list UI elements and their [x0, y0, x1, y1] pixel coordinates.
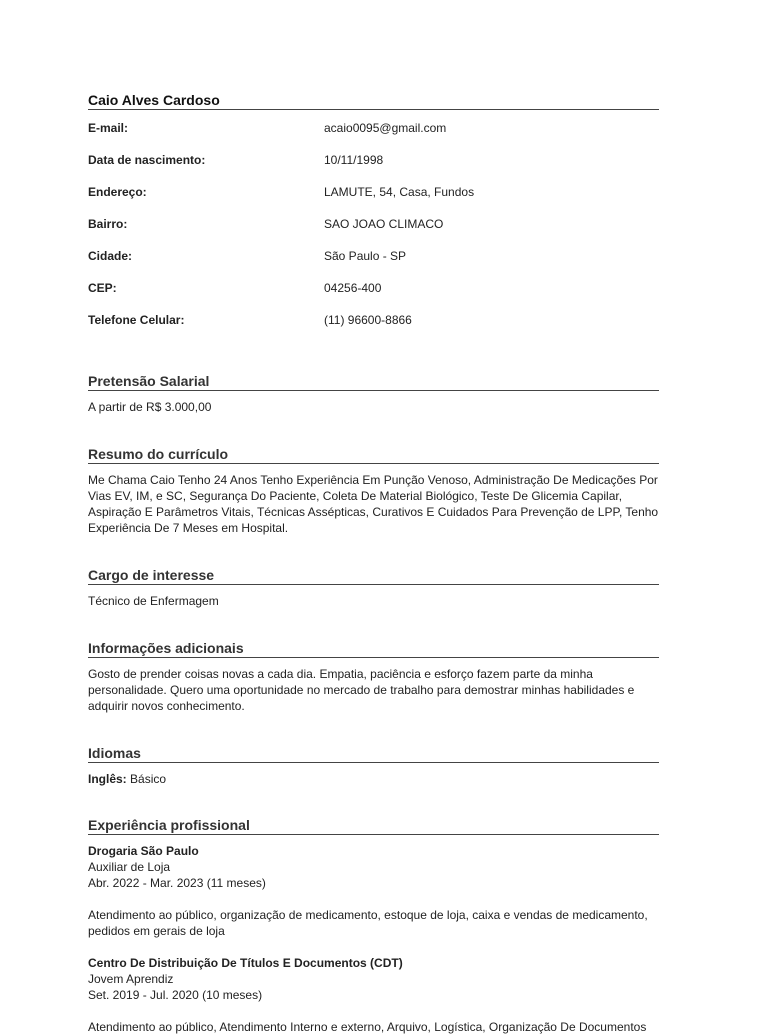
field-neighborhood [88, 216, 659, 248]
position-text: Técnico de Enfermagem [88, 594, 219, 608]
language-level: Básico [130, 772, 167, 786]
field-value: acaio0095@gmail.com [324, 121, 447, 135]
summary-text: Me Chama Caio Tenho 24 Anos Tenho Experiência Em Punção Venoso, Administração De Medicações Por Vias EV, IM, e SC, Segurança Do Paciente, Coleta De Material Biológico, Teste De Glicemia Capilar, Aspiração E Parâmetros Vitais, Técnicas Assépticas, Curativos E Cuidados Para Prevenção de LPP, Tenho Experiência De 7 Meses em Hospital. [88, 473, 659, 535]
field-value: 04256-400 [324, 281, 382, 295]
field-birthdate [88, 152, 659, 184]
candidate-name: Caio Alves Cardoso [88, 92, 659, 110]
personal-fields [88, 120, 659, 344]
position-section [88, 567, 659, 609]
field-value: SAO JOAO CLIMACO [324, 217, 444, 231]
section-title: Cargo de interesse [88, 567, 659, 585]
field-label: Bairro: [88, 217, 128, 231]
field-address [88, 184, 659, 216]
job-period: Abr. 2022 - Mar. 2023 (11 meses) [88, 876, 266, 890]
language-item [88, 771, 659, 787]
job-description: Atendimento ao público, organização de medicamento, estoque de loja, caixa e vendas de medicamento, pedidos em gerais de loja [88, 908, 648, 938]
salary-section [88, 373, 659, 415]
salary-text: A partir de R$ 3.000,00 [88, 400, 212, 414]
field-zip [88, 280, 659, 312]
job-entry [88, 955, 659, 1035]
section-title: Experiência profissional [88, 817, 659, 835]
job-company: Centro De Distribuição De Títulos E Documentos (CDT) [88, 956, 403, 970]
section-title: Resumo do currículo [88, 446, 659, 464]
language-name: Inglês: [88, 772, 127, 786]
experience-section [88, 817, 659, 1035]
section-title: Pretensão Salarial [88, 373, 659, 391]
job-role: Auxiliar de Loja [88, 860, 171, 874]
field-label: Cidade: [88, 249, 133, 263]
additional-text: Gosto de prender coisas novas a cada dia. Empatia, paciência e esforço fazem parte da minha personalidade. Quero uma oportunidade no mercado de trabalho para demostrar minhas habilidades e adquirir novos conhecimento. [88, 667, 635, 713]
job-period: Set. 2019 - Jul. 2020 (10 meses) [88, 988, 263, 1002]
field-label: CEP: [88, 281, 117, 295]
field-label: Endereço: [88, 185, 147, 199]
job-company: Drogaria São Paulo [88, 844, 199, 858]
field-value: 10/11/1998 [324, 153, 384, 167]
job-role: Jovem Aprendiz [88, 972, 174, 986]
field-value: São Paulo - SP [324, 249, 407, 263]
personal-section [88, 92, 659, 344]
section-title: Informações adicionais [88, 640, 659, 658]
field-city [88, 248, 659, 280]
additional-section [88, 640, 659, 714]
summary-section [88, 446, 659, 536]
field-label: Data de nascimento: [88, 153, 206, 167]
section-title: Idiomas [88, 745, 659, 763]
field-value: LAMUTE, 54, Casa, Fundos [324, 185, 475, 199]
field-phone [88, 312, 659, 344]
field-value: (11) 96600-8866 [324, 313, 412, 327]
job-entry [88, 843, 659, 939]
field-label: E-mail: [88, 121, 129, 135]
field-email [88, 120, 659, 152]
field-label: Telefone Celular: [88, 313, 185, 327]
job-description: Atendimento ao público, Atendimento Interno e externo, Arquivo, Logística, Organização De Documentos [88, 1020, 647, 1034]
languages-section [88, 745, 659, 787]
